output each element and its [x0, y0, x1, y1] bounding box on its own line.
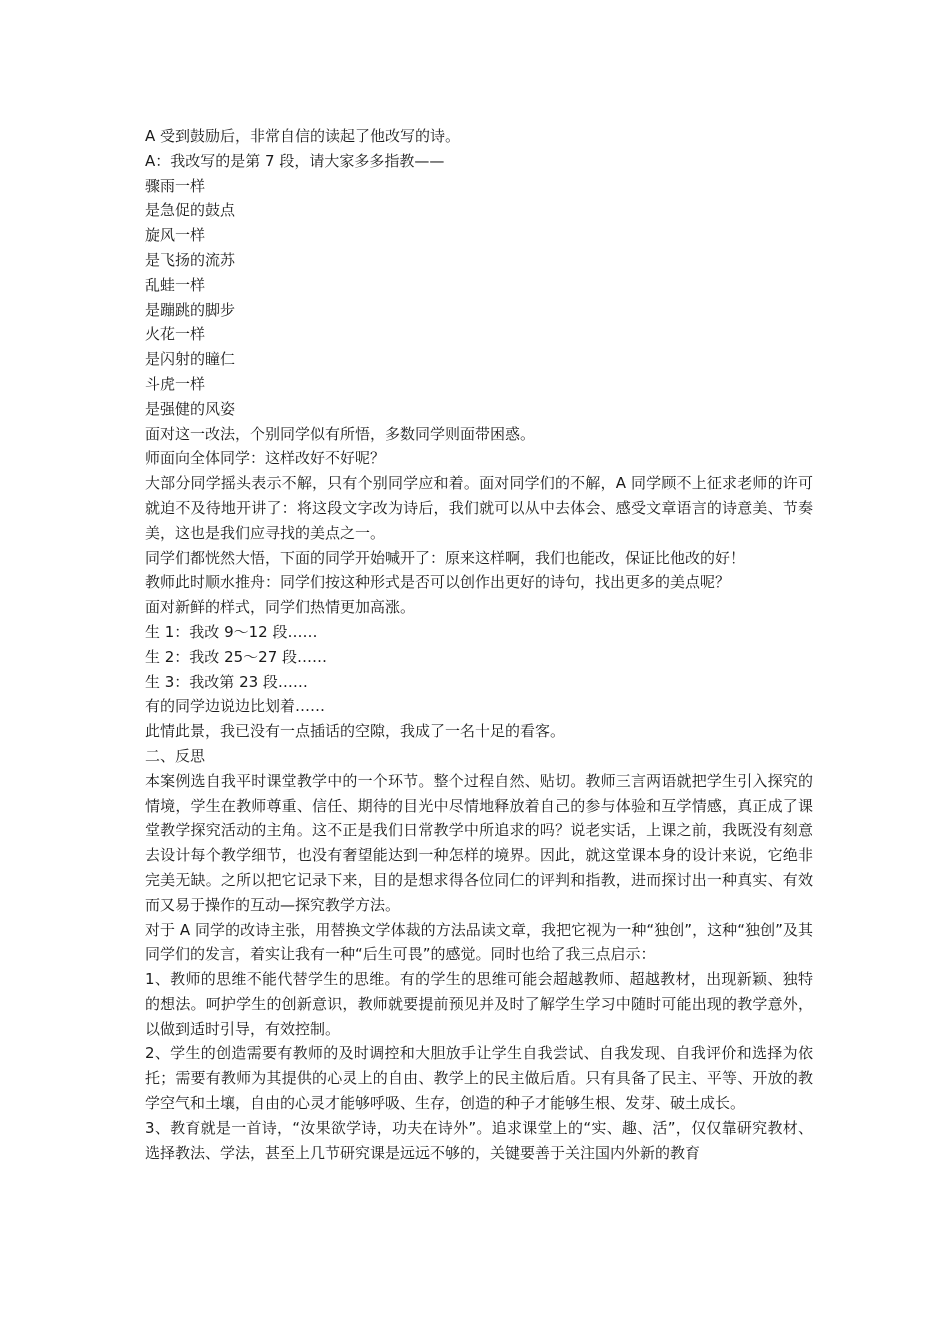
document-body	[145, 124, 813, 1165]
text-line: 面对新鲜的样式，同学们热情更加高涨。	[145, 598, 416, 617]
text-line: 生 2：我改 25～27 段……	[145, 647, 328, 666]
text-line: 生 3：我改第 23 段……	[145, 672, 308, 691]
text-line: 此情此景，我已没有一点插话的空隙，我成了一名十足的看客。	[145, 722, 566, 741]
poem-line: 乱蛙一样	[145, 275, 206, 294]
paragraph: 2、学生的创造需要有教师的及时调控和大胆放手让学生自我尝试、自我发现、自我评价和选择为依托；需要有教师为其提供的心灵上的自由、教学上的民主做后盾。只有具备了民主、平等、开放的教学空气和土壤，自由的心灵才能够呼吸、生存，创造的种子才能够生根、发芽、破土成长。	[145, 1044, 813, 1113]
poem-line: 火花一样	[145, 325, 206, 344]
text-line: 面对这一改法，个别同学似有所悟，多数同学则面带困惑。	[145, 424, 536, 443]
paragraph: 对于 A 同学的改诗主张，用替换文学体裁的方法品读文章，我把它视为一种“独创”，这种“独创”及其同学们的发言，着实让我有一种“后生可畏”的感觉。同时也给了我三点启示：	[145, 920, 813, 964]
text-line: A 受到鼓励后，非常自信的读起了他改写的诗。	[145, 127, 461, 145]
text-line: 教师此时顺水推舟：同学们按这种形式是否可以创作出更好的诗句，找出更多的美点呢？	[145, 573, 731, 592]
text-line: 同学们都恍然大悟，下面的同学开始喊开了：原来这样啊，我们也能改，保证比他改的好！	[145, 548, 746, 567]
paragraph: 3、教育就是一首诗，“汝果欲学诗，功夫在诗外”。追求课堂上的“实、趣、活”，仅仅靠研究教材、选择教法、学法，甚至上几节研究课是远远不够的，关键要善于关注国内外新的教育	[145, 1118, 813, 1162]
section-heading: 二、反思	[145, 746, 206, 765]
text-line: 生 1：我改 9～12 段……	[145, 622, 318, 641]
poem-line: 是急促的鼓点	[145, 201, 236, 220]
poem-line: 旋风一样	[145, 226, 206, 245]
poem-line: 是闪射的瞳仁	[145, 350, 236, 369]
text-line: 师面向全体同学：这样改好不好呢？	[145, 449, 386, 468]
poem-line: 斗虎一样	[145, 374, 206, 393]
poem-line: 是飞扬的流苏	[145, 250, 236, 269]
poem-line: 是蹦跳的脚步	[145, 300, 236, 319]
paragraph: 1、教师的思维不能代替学生的思维。有的学生的思维可能会超越教师、超越教材，出现新颖、独特的想法。呵护学生的创新意识，教师就要提前预见并及时了解学生学习中随时可能出现的教学意外，以做到适时引导，有效控制。	[145, 970, 813, 1038]
paragraph: 本案例选自我平时课堂教学中的一个环节。整个过程自然、贴切。教师三言两语就把学生引入探究的情境，学生在教师尊重、信任、期待的目光中尽情地释放着自己的参与体验和互学情感，真正成了课堂教学探究活动的主角。这不正是我们日常教学中所追求的吗？说老实话，上课之前，我既没有刻意去设计每个教学细节，也没有奢望能达到一种怎样的境界。因此，就这堂课本身的设计来说，它绝非完美无缺。之所以把它记录下来，目的是想求得各位同仁的评判和指教，进而探讨出一种真实、有效而又易于操作的互动—探究教学方法。	[145, 771, 813, 914]
paragraph: 大部分同学摇头表示不解，只有个别同学应和着。面对同学们的不解，A 同学顾不上征求老师的许可就迫不及待地开讲了：将这段文字改为诗后，我们就可以从中去体会、感受文章语言的诗意美、节奏美，这也是我们应寻找的美点之一。	[145, 474, 813, 542]
text-line: A：我改写的是第 7 段，请大家多多指教——	[145, 151, 445, 170]
poem-line: 是强健的风姿	[145, 399, 236, 418]
text-line: 有的同学边说边比划着……	[145, 697, 326, 716]
poem-line: 骤雨一样	[145, 176, 206, 195]
